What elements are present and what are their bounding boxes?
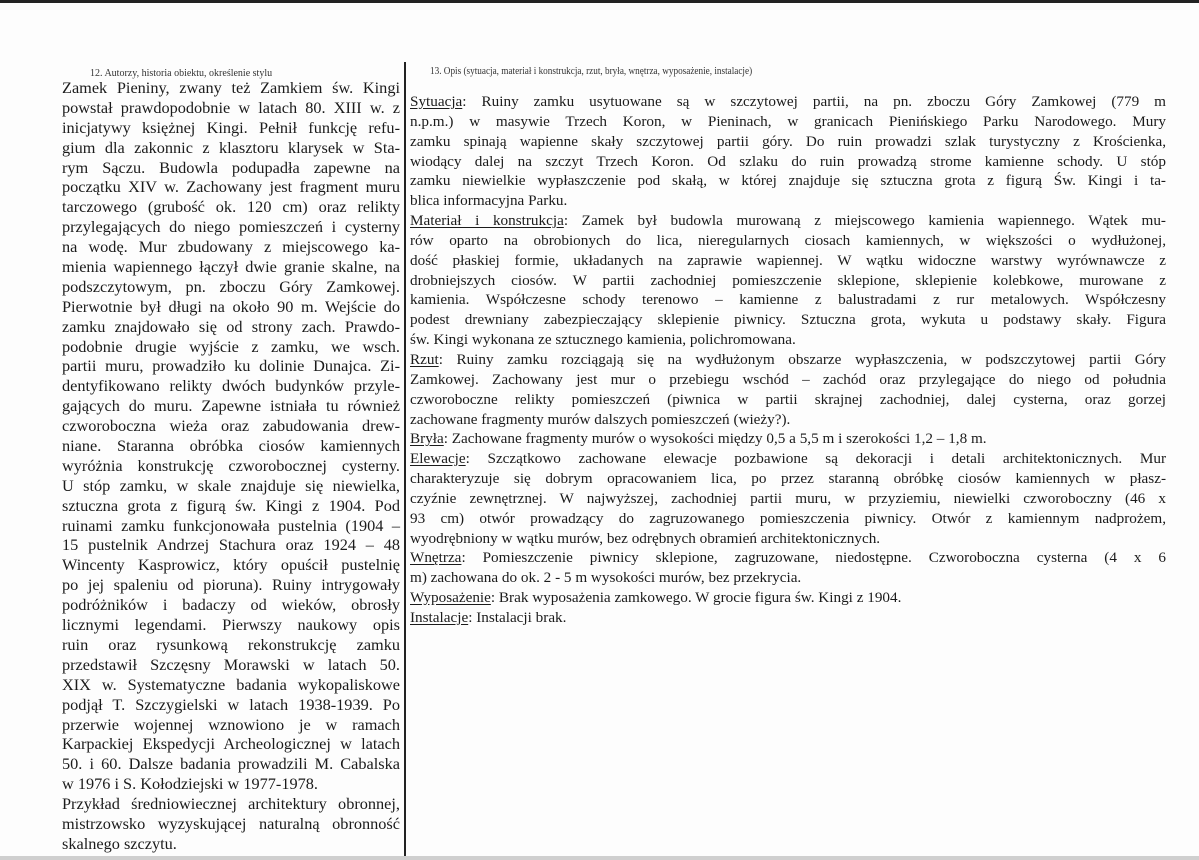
section-label: Materiał i konstrukcja	[410, 212, 564, 230]
line-text: gium dla zakonnic z klasztoru klarysek w Sta-	[62, 137, 400, 157]
section-label: Sytuacja	[410, 93, 463, 110]
history-text-line	[62, 734, 400, 754]
line-text: sztuczna grota z figurą św. Kingi z 1904. Pod	[62, 495, 400, 515]
line-text: Pierwotnie był długi na około 90 m. Wejście do	[62, 296, 400, 316]
history-text-line	[62, 476, 400, 496]
history-text-line	[62, 834, 400, 854]
history-column	[62, 78, 400, 854]
line-text: czyźnie zewnętrznej. W najwyższej, zachodniej partii muru, w przyziemiu, niewielki czworoboczny (46 x	[410, 489, 1166, 507]
line-text: tarczowego (grubość ok. 120 cm) oraz relikty	[62, 197, 400, 217]
line-text: Wincenty Kasprowicz, który opuścił pustelnię	[62, 555, 400, 575]
line-text: św. Kingi wykonana ze sztucznego kamienia, polichromowana.	[410, 331, 796, 349]
history-text-line	[62, 715, 400, 735]
description-text-line	[410, 469, 1166, 489]
history-text-line	[62, 695, 400, 715]
line-text: Zamek Pieniny, zwany też Zamkiem św. Kingi	[62, 78, 400, 97]
line-text: 50. i 60. Dalsze badania prowadzili M. Cabalska	[62, 754, 400, 774]
line-text: gających do muru. Zapewne istniała tu również	[62, 396, 400, 416]
description-text-line	[410, 370, 1166, 390]
line-text: : Zamek był budowla murowaną z miejscowego kamienia wapiennego. Wątek mu-	[563, 212, 1166, 230]
section-12-heading: 12. Autorzy, historia obiektu, określenie stylu	[90, 68, 273, 79]
line-text: przedstawił Szczęsny Morawski w latach 50.	[62, 654, 400, 674]
line-text: zamku znajdowało się od strony zach. Prawdo-	[62, 316, 400, 336]
history-text-line	[62, 138, 400, 158]
description-text-line	[410, 390, 1166, 410]
description-text-line	[410, 350, 1166, 370]
line-text: : Ruiny zamku usytuowane są w szczytowej partii, na pn. zboczu Góry Zamkowej (779 m	[462, 93, 1166, 110]
line-text: czworoboczna wieża oraz zabudowania drew-	[62, 416, 400, 436]
description-text-line	[410, 529, 1166, 549]
history-text-line	[62, 675, 400, 695]
history-text-line	[62, 376, 400, 396]
description-text-line	[410, 489, 1166, 509]
history-text-line	[62, 78, 400, 98]
history-text-line	[62, 158, 400, 178]
line-text: : Instalacji brak.	[468, 608, 567, 626]
history-text-line	[62, 595, 400, 615]
line-text: podszczytowym, pn. zboczu Góry Zamkowej.	[62, 276, 400, 296]
section-label: Rzut	[410, 350, 439, 368]
history-text-line	[62, 277, 400, 297]
line-text: m) zachowana do ok. 2 - 5 m wysokości murów, bez przekrycia.	[410, 569, 802, 587]
line-text: rów oparto na obrobionych do lica, nieregularnych ciosach kamiennych, w większości o wydłużonej,	[410, 231, 1166, 249]
line-text: czworoboczne relikty pomieszczeń (piwnica w partii skrajnej zachodniej, dalej cysterna, oraz gorzej	[410, 390, 1166, 408]
history-text-line	[62, 237, 400, 257]
line-text: na wodę. Mur zbudowany z miejscowego ka-	[62, 237, 400, 257]
section-label: Bryła	[410, 430, 444, 448]
line-text: przerwie wojennej wznowiono je w ramach	[62, 714, 400, 734]
history-text-line	[62, 456, 400, 476]
description-text-line	[410, 92, 1166, 112]
history-text-line	[62, 635, 400, 655]
line-text: Karpackiej Ekspedycji Archeologicznej w latach	[62, 734, 400, 754]
history-text-line	[62, 217, 400, 237]
line-text: powstał prawdopodobnie w latach 80. XIII w. z	[62, 97, 400, 117]
description-column	[410, 92, 1166, 628]
section-label: Instalacje	[410, 608, 469, 626]
line-text: 93 cm) otwór prowadzący do zagruzowanego pomieszczenia piwnicy. Otwór z kamiennym nadprożem,	[410, 509, 1166, 527]
section-13-heading: 13. Opis (sytuacja, materiał i konstrukcja, rzut, bryła, wnętrza, wyposażenie, instalacje)	[430, 66, 753, 77]
line-text: przylegających do niego pomieszczeń i cysterny	[62, 217, 400, 237]
history-text-line	[62, 337, 400, 357]
line-text: wyróżnia konstrukcję czworobocznej cysterny.	[62, 455, 400, 475]
history-text-line	[62, 297, 400, 317]
description-text-line	[410, 112, 1166, 132]
line-text: zachowane fragmenty murów dalszych pomieszczeń (wieży?).	[410, 410, 791, 428]
history-text-line	[62, 257, 400, 277]
line-text: podróżników i badaczy od wieków, obrosły	[62, 595, 400, 615]
history-text-line	[62, 535, 400, 555]
history-text-line	[62, 396, 400, 416]
line-text: niane. Staranna obróbka ciosów kamiennych	[62, 436, 400, 456]
history-text-line	[62, 655, 400, 675]
history-text-line	[62, 317, 400, 337]
line-text: : Szczątkowo zachowane elewacje pozbawione są dekoracji i detali architektonicznych. Mur	[465, 450, 1166, 468]
description-text-line	[410, 410, 1166, 430]
line-text: ruinami zamku funkcjonowała pustelnia (1904 –	[62, 515, 400, 535]
line-text: skalnego szczytu.	[62, 833, 177, 853]
line-text: charakteryzuje się dobrym opracowaniem lica, po przez staranną obróbkę ciosów kamiennych w płasz-	[410, 470, 1166, 488]
line-text: po jej spaleniu od pioruna). Ruiny intrygowały	[62, 575, 400, 595]
history-text-line	[62, 615, 400, 635]
history-text-line	[62, 774, 400, 794]
description-text-line	[410, 290, 1166, 310]
line-text: wiodący dalej na szczyt Trzech Koron. Od szlaku do ruin prowadzą strome kamienne schody. U stóp	[410, 152, 1166, 170]
history-text-line	[62, 794, 400, 814]
description-text-line	[410, 211, 1166, 231]
history-text-line	[62, 575, 400, 595]
line-text: 15 pustelnik Andrzej Stachura oraz 1924 – 48	[62, 535, 400, 555]
line-text: początku XIV w. Zachowany jest fragment muru	[62, 177, 400, 197]
line-text: dość płaskiej formie, układanych na zaprawie wapiennej. W wątku widoczne warstwy wyrównawcze z	[410, 251, 1166, 269]
line-text: n.p.m.) w masywie Trzech Koron, w Pieninach, w granicach Pienińskiego Parku Narodowego. Mury	[410, 112, 1166, 130]
description-text-line	[410, 152, 1166, 172]
page-bottom-edge	[0, 856, 1199, 860]
history-text-line	[62, 496, 400, 516]
description-text-line	[410, 548, 1166, 568]
line-text: rym Sączu. Budowla podupadła zapewne na	[62, 157, 400, 177]
line-text: ruin oraz rysunkową rekonstrukcję zamku	[62, 634, 400, 654]
description-text-line	[410, 588, 1166, 608]
section-label: Wyposażenie	[410, 589, 491, 607]
description-text-line	[410, 568, 1166, 588]
history-text-line	[62, 416, 400, 436]
section-label: Elewacje	[410, 450, 466, 468]
line-text: wyodrębniony w wątku murów, bez odrębnych obramień architektonicznych.	[410, 529, 881, 547]
line-text: kamienia. Współczesne schody terenowo – kamienne z balustradami z rur metalowych. Współczesny	[410, 291, 1166, 309]
description-text-line	[410, 251, 1166, 271]
line-text: licznymi legendami. Pierwszy naukowy opis	[62, 615, 400, 635]
line-text: w 1976 i S. Kołodziejski w 1977-1978.	[62, 774, 318, 794]
line-text: : Zachowane fragmenty murów o wysokości między 0,5 a 5,5 m i szerokości 1,2 – 1,8 m.	[443, 430, 987, 448]
line-text: podjął T. Szczygielski w latach 1938-1939. Po	[62, 694, 400, 714]
line-text: podest drewniany zabezpieczający sklepienie piwnicy. Sztuczna grota, wykuta u podstawy skały. Figura	[410, 311, 1166, 329]
description-text-line	[410, 429, 1166, 449]
description-text-line	[410, 132, 1166, 152]
line-text: dentyfikowano relikty dwóch budynków przyle-	[62, 376, 400, 396]
line-text: : Brak wyposażenia zamkowego. W grocie figura św. Kingi z 1904.	[490, 589, 902, 607]
description-text-line	[410, 171, 1166, 191]
description-text-line	[410, 231, 1166, 251]
history-text-line	[62, 118, 400, 138]
line-text: inicjatywy księżnej Kingi. Pełnił funkcję refu-	[62, 117, 400, 137]
line-text: Zamkowej. Zachowany jest mur o przebiegu wschód – zachód oraz przylegające do niego od południa	[410, 370, 1166, 388]
line-text: mienia wapiennego łączył dwie granie skalne, na	[62, 257, 400, 277]
description-text-line	[410, 509, 1166, 529]
description-text-line	[410, 449, 1166, 469]
line-text: drobniejszych ciosów. W partii zachodniej pomieszczenie sklepione, sklepienie kolebkowe, murowane z	[410, 271, 1166, 289]
section-label: Wnętrza	[410, 549, 462, 567]
history-text-line	[62, 555, 400, 575]
history-text-line	[62, 754, 400, 774]
page-top-border	[0, 0, 1199, 3]
history-text-line	[62, 356, 400, 376]
column-divider	[404, 62, 406, 856]
description-text-line	[410, 191, 1166, 211]
line-text: Przykład średniowiecznej architektury obronnej,	[62, 794, 400, 814]
history-text-line	[62, 177, 400, 197]
history-text-line	[62, 98, 400, 118]
line-text: : Ruiny zamku rozciągają się na wydłużonym obszarze wypłaszczenia, w podszczytowej partii Góry	[438, 350, 1166, 368]
line-text: XIX w. Systematyczne badania wykopaliskowe	[62, 674, 400, 694]
line-text: zamku spinają wapienne skały szczytowej partii góry. Do ruin prowadzi szlak turystyczny z Krościenka,	[410, 132, 1166, 150]
history-text-line	[62, 516, 400, 536]
description-text-line	[410, 608, 1166, 628]
line-text: podobnie drugie wyjście z zamku, we wsch.	[62, 336, 400, 356]
line-text: mistrzowsko wyzyskującej naturalną obronność	[62, 813, 400, 833]
line-text: partii muru, prowadziło ku dolinie Dunajca. Zi-	[62, 356, 400, 376]
description-text-line	[410, 271, 1166, 291]
description-text-line	[410, 310, 1166, 330]
line-text: U stóp zamku, w skale znajduje się niewielka,	[62, 475, 400, 495]
history-text-line	[62, 814, 400, 834]
history-text-line	[62, 197, 400, 217]
line-text: : Pomieszczenie piwnicy sklepione, zagruzowane, niedostępne. Czworoboczna cysterna (4 x 6	[461, 549, 1166, 567]
line-text: blica informacyjna Parku.	[410, 192, 568, 210]
line-text: zamku niewielkie wypłaszczenie pod skałą, w której znajduje się sztuczna grota z figurą Św. Kingi i ta-	[410, 172, 1166, 190]
description-text-line	[410, 330, 1166, 350]
history-text-line	[62, 436, 400, 456]
